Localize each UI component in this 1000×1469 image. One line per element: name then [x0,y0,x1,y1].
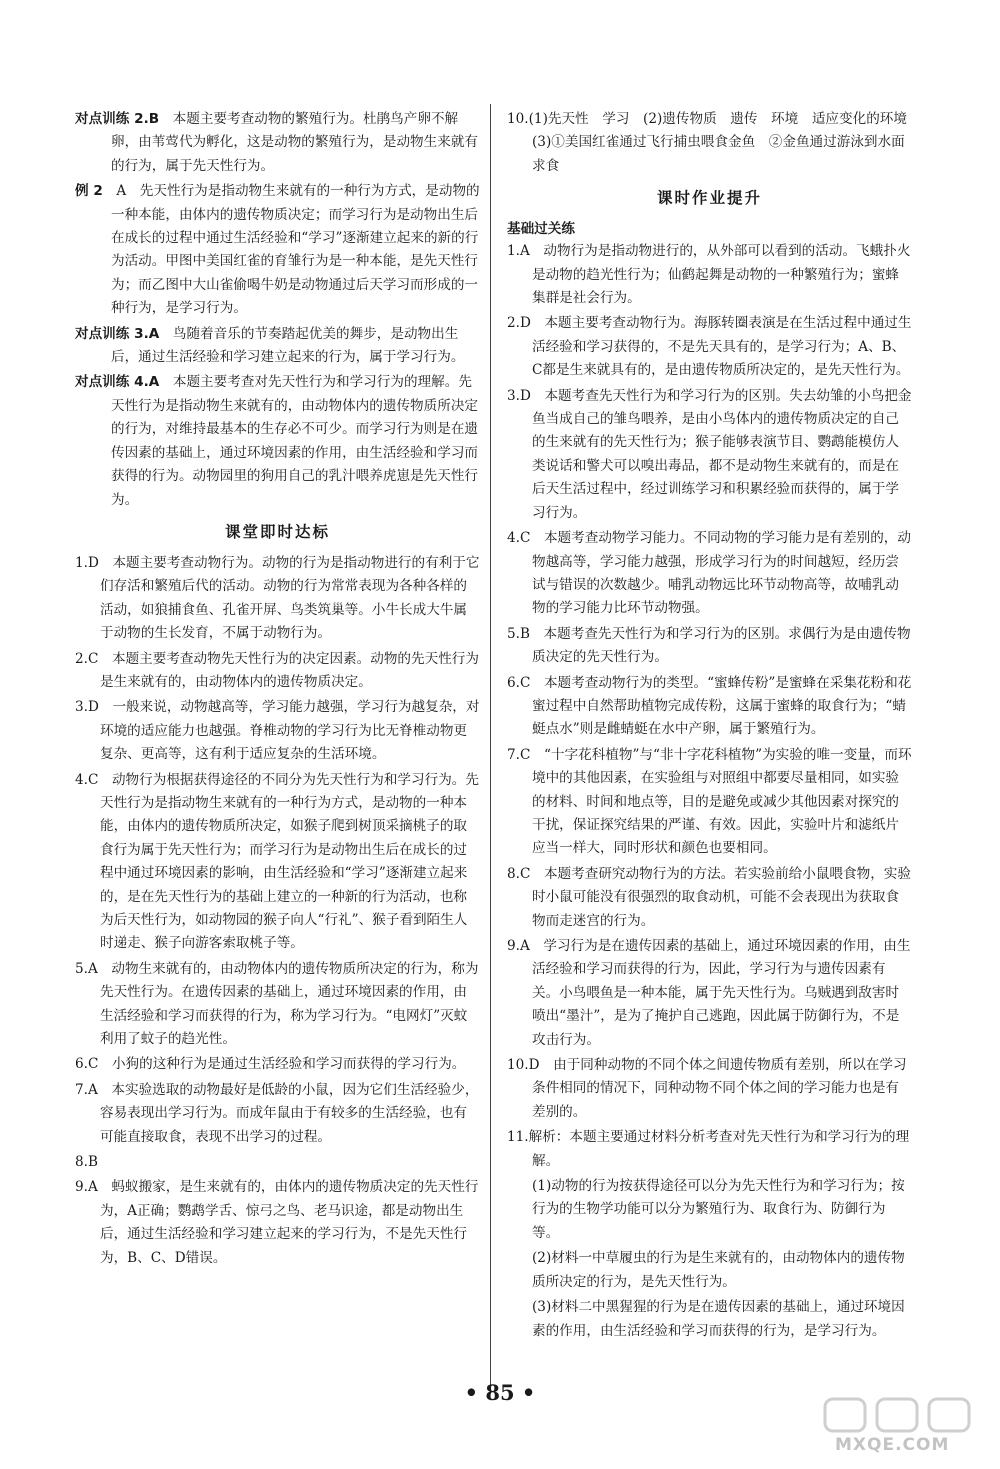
answer-entry [75,958,480,1052]
entry-text: 本题主要考查动物的繁殖行为。杜鹃鸟产卵不解卵，由苇莺代为孵化，这是动物的繁殖行为，是动物生来就有的行为，属于先天性行为。 [111,111,479,174]
entry-text: 7.A 本实验选取的动物最好是低龄的小鼠，因为它们生活经验少，容易表现出学习行为。而成年鼠由于有较多的生活经验，也有可能直接取食，表现不出学习的过程。 [75,1081,479,1145]
answer-entry [507,108,921,178]
entry-text: 1.D 本题主要考查动物行为。动物的行为是指动物进行的有利于它们存活和繁殖后代的活动。动物的行为常常表现为各种各样的活动，如狼捕食鱼、孔雀开屏、鸟类筑巢等。小牛长成大牛属于动物的生长发育，不属于动物行为。 [75,554,480,642]
entry-text: 鸟随着音乐的节奏踏起优美的舞步，是动物出生后，通过生活经验和学习建立起来的行为，属于学习行为。 [111,325,465,366]
entry-label: 对点训练 3.A [75,325,160,342]
entry-text: 2.D 本题主要考查动物行为。海豚转圈表演是在生活过程中通过生活经验和学习获得的，不是先天具有的，是学习行为；A、B、C都是生来就具有的，是由遗传物质所决定的，是先天性行为。 [507,315,912,379]
entry-text: 5.A 动物生来就有的，由动物体内的遗传物质所决定的行为，称为先天性行为。在遗传因素的基础上，通过环境因素的作用，由生活经验和学习而获得的行为，称为学习行为。“电网灯”灭蚊利用了蚊子的趋光性。 [75,960,479,1048]
entry-text: 3.D 本题考查先天性行为和学习行为的区别。失去幼雏的小鸟把金鱼当成自己的雏鸟喂养，是由小鸟体内的遗传物质决定的自己的生来就有的先天性行为；猴子能够表演节目、鹦鹉能模仿人类说话和警犬可以嗅出毒品，都不是动物生来就有的，而是在后天生活过程中，经过训练学习和积累经验而获得的，属于学习行为。 [507,387,912,521]
entry-label: 对点训练 4.A [75,374,160,391]
entry-text: (3)材料二中黑猩猩的行为是在遗传因素的基础上，通过环境因素的作用，由生活经验和学习而获得的行为，是学习行为。 [532,1299,905,1339]
entry-text: 10.(1)先天性 学习 (2)遗传物质 遗传 环境 适应变化的环境 (3)①美国红雀通过飞行捕虫喂食金鱼 ②金鱼通过游泳到水面求食 [507,111,921,174]
entry-text: (2)材料一中草履虫的行为是生来就有的，由动物体内的遗传物质所决定的行为，是先天性行为。 [532,1250,905,1290]
entry-label: 对点训练 2.B [75,111,160,127]
answer-entry [75,108,480,178]
page-number: • 85 • [464,1380,536,1405]
entry-text: 7.C “十字花科植物”与“非十字花科植物”为实验的唯一变量，而环境中的其他因素，在实验组与对照组中都要尽量相同，如实验的材料、时间和地点等，目的是避免或减少其他因素对探究的干扰，保证探究结果的严谨、有效。因此，实验叶片和滤纸片应当一样大，同时形状和颜色也要相同。 [507,746,912,857]
answer-entry [75,769,480,956]
answer-entry [507,1247,912,1294]
answer-entry [507,672,912,742]
answer-entry [75,696,480,766]
entry-text: 8.B [75,1154,98,1171]
entry-label: 例 2 [75,183,103,200]
watermark-text: MXQE.COM [835,1435,950,1455]
answer-entry [507,240,912,310]
entry-text: 9.A 蚂蚁搬家，是生来就有的，由体内的遗传物质决定的先天性行为，A正确；鹦鹉学舌、惊弓之鸟、老马识途，都是动物出生后，通过生活经验和学习建立起来的学习行为，不是先天性行为，B、C、D错误。 [75,1179,479,1266]
answer-entry [507,1296,912,1343]
answer-entry [507,385,912,525]
entry-text: 10.D 由于同种动物的不同个体之间遗传物质有差别，所以在学习条件相同的情况下，同种动物不同个体之间的学习能力也是有差别的。 [507,1057,907,1120]
answer-entry [507,623,912,670]
entry-text: 4.C 本题考查动物学习能力。不同动物的学习能力是有差别的，动物越高等，学习能力越强，形成学习行为的时间越短，经历尝试与错误的次数越少。哺乳动物远比环节动物高等，故哺乳动物的学习能力比环节动物强。 [507,530,911,617]
watermark [815,1395,985,1465]
answer-entry [75,1176,480,1270]
entry-text: 2.C 本题主要考查动物先天性行为的决定因素。动物的先天性行为是生来就有的，由动物体内的遗传物质决定。 [75,650,479,690]
column-divider [490,104,491,1394]
right-column [507,108,921,1345]
entry-text: 本题主要考查对先天性行为和学习行为的理解。先天性行为是指动物生来就有的，由动物体内的遗传物质所决定的行为，对维持最基本的生存必不可少。而学习行为则是在遗传因素的基础上，通过环境因素的作用，由生活经验和学习而获得的行为。动物园里的狗用自己的乳汁喂养虎崽是先天性行为。 [111,374,479,508]
answer-entry [507,312,912,382]
entry-text: A 先天性行为是指动物生来就有的一种行为方式，是动物的一种本能，由体内的遗传物质决定；而学习行为是动物出生后在成长的过程中通过生活经验和“学习”逐渐建立起来的新的行为活动。甲图中美国红雀的育雏行为是一种本能，是先天性行为；而乙图中大山雀偷喝牛奶是动物通过后天学习而形成的一种行为，是学习行为。 [102,183,480,317]
answer-entry [507,744,912,861]
entry-text: 9.A 学习行为是在遗传因素的基础上，通过环境因素的作用，由生活经验和学习而获得的行为，因此，学习行为与遗传因素有关。小鸟喂鱼是一种本能，属于先天性行为。乌贼遇到敌害时喷出“墨汁”，是为了掩护自己逃跑，因此属于防御行为，不是攻击行为。 [507,938,911,1048]
entry-text: 6.C 小狗的这种行为是通过生活经验和学习而获得的学习行为。 [75,1056,466,1073]
answer-entry [507,935,912,1052]
subsection-heading: 基础过关练 [507,221,575,238]
answer-entry [75,1053,480,1076]
section-heading: 课时作业提升 [656,189,762,208]
entry-text: 4.C 动物行为根据获得途径的不同分为先天性行为和学习行为。先天性行为是指动物生来就有的一种行为方式，是动物的一种本能，由体内的遗传物质所决定，如猴子爬到树顶采摘桃子的取食行为属于先天性行为；而学习行为是动物出生后在成长的过程中通过环境因素的影响，由生活经验和“学习”逐渐建立起来的，是在先天性行为的基础上建立的一种新的行为活动，也称为后天性行为，如动物园的猴子向人“行礼”、猴子看到陌生人时递走、猴子向游客索取桃子等。 [75,771,479,952]
entry-text: 11.解析：本题主要通过材料分析考查对先天性行为和学习行为的理解。 [507,1129,910,1169]
section-heading: 课堂即时达标 [224,522,330,541]
answer-entry [75,552,480,646]
entry-text: 8.C 本题考查研究动物行为的方法。若实验前给小鼠喂食物，实验时小鼠可能没有很强烈的取食动机，可能不会表现出为获取食物而走迷宫的行为。 [507,865,911,929]
answer-entry [507,1126,912,1173]
entry-text: 6.C 本题考查动物行为的类型。“蜜蜂传粉”是蜜蜂在采集花粉和花蜜过程中自然帮助植物完成传粉，这属于蜜蜂的取食行为；“蜻蜓点水”则是雌蜻蜓在水中产卵，属于繁殖行为。 [507,674,912,738]
answer-entry [75,1079,480,1149]
left-column [75,108,480,1272]
entry-text: 5.B 本题考查先天性行为和学习行为的区别。求偶行为是由遗传物质决定的先天性行为。 [507,625,911,666]
entry-text: (1)动物的行为按获得途径可以分为先天性行为和学习行为；按行为的生物学功能可以分为繁殖行为、取食行为、防御行为等。 [532,1178,905,1241]
answer-entry [507,527,912,621]
answer-entry [75,323,480,370]
entry-text: 1.A 动物行为是指动物进行的，从外部可以看到的活动。飞蛾扑火是动物的趋光性行为；仙鹤起舞是动物的一种繁殖行为；蜜蜂集群是社会行为。 [507,243,911,307]
answer-entry [507,1054,912,1124]
answer-entry [507,863,912,933]
answer-entry [507,1175,912,1245]
watermark-logo-icon [815,1395,985,1435]
entry-text: 3.D 一般来说，动物越高等，学习能力越强，学习行为越复杂，对环境的适应能力也越强。脊椎动物的学习行为比无脊椎动物更复杂、更高等，这有利于适应复杂的生活环境。 [75,699,480,763]
answer-entry [75,180,480,320]
answer-entry [75,1151,480,1174]
answer-entry [75,371,480,511]
answer-entry [75,648,480,695]
